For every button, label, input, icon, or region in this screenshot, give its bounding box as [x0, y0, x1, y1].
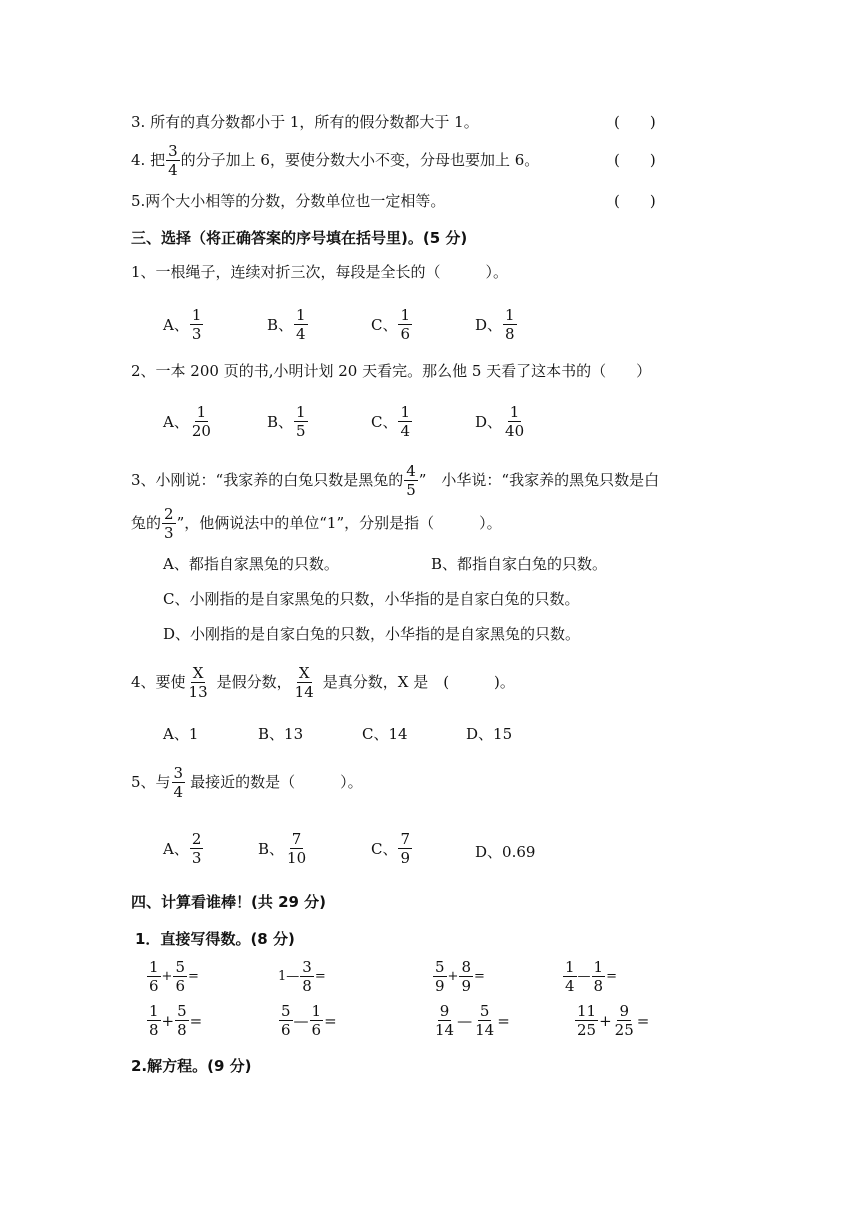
calc-e2[interactable]: 1 — $\frac{3}{8}$ = — [278, 958, 326, 995]
calc-e4[interactable]: $\frac{1}{4}$ — $\frac{1}{8}$ = — [565, 958, 617, 995]
section4-sub1: 1．直接写得数。(8 分) — [135, 930, 295, 948]
calc-e7[interactable]: $\frac{9}{14}$ — $\frac{5}{14}$ = — [435, 1002, 510, 1039]
q5-option-c[interactable]: C、 $\frac{7}{9}$ — [371, 830, 411, 867]
q5-option-b[interactable]: B、 $\frac{7}{10}$ — [258, 830, 307, 867]
q2-option-d[interactable]: D、 $\frac{1}{40}$ — [475, 403, 525, 440]
q3-option-d[interactable]: D、小刚指的是自家白兔的只数，小华指的是自家黑兔的只数。 — [163, 625, 581, 643]
judge-q4: 4. 把 $\frac{3}{4}$ 的分子加上 6，要使分数大小不变，分母也要加上 6。 — [131, 141, 540, 179]
choice-q3-line1: 3、小刚说：“我家养的白兔只数是黑兔的 $\frac{4}{5}$ ” 小华说：“我家养的黑兔只数是白 — [131, 461, 660, 499]
choice-q3-line2: 兔的 $\frac{2}{3}$ ”，他俩说法中的单位“1”，分别是指（ ）。 — [131, 504, 502, 542]
choice-q1: 1、一根绳子，连续对折三次，每段是全长的（ ）。 — [131, 263, 509, 281]
calc-e5[interactable]: $\frac{1}{8}$ + $\frac{5}{8}$ = — [149, 1002, 203, 1039]
section3-title: 三、选择（将正确答案的序号填在括号里)。(5 分) — [131, 229, 468, 247]
calc-e1[interactable]: $\frac{1}{6}$ + $\frac{5}{6}$ = — [149, 958, 199, 995]
calc-e6[interactable]: $\frac{5}{6}$ — $\frac{1}{6}$ = — [281, 1002, 337, 1039]
choice-q2: 2、一本 200 页的书,小明计划 20 天看完。那么他 5 天看了这本书的（ ） — [131, 362, 652, 380]
q5-option-a[interactable]: A、 $\frac{2}{3}$ — [163, 830, 202, 867]
section4-sub2: 2.解方程。(9 分) — [131, 1057, 252, 1075]
calc-e8[interactable]: $\frac{11}{25}$ + $\frac{9}{25}$ = — [577, 1002, 650, 1039]
q3-option-c[interactable]: C、小刚指的是自家黑兔的只数，小华指的是自家白兔的只数。 — [163, 590, 580, 608]
fraction: $\frac{3}{4}$ — [168, 141, 178, 179]
q1-option-b[interactable]: B、 $\frac{1}{4}$ — [267, 306, 306, 343]
judge-q5: 5.两个大小相等的分数，分数单位也一定相等。 — [131, 192, 446, 210]
q5-option-d[interactable]: D、0.69 — [475, 843, 536, 861]
q1-option-c[interactable]: C、 $\frac{1}{6}$ — [371, 306, 411, 343]
q4-option-c[interactable]: C、14 — [362, 725, 408, 743]
judge-q3: 3. 所有的真分数都小于 1，所有的假分数都大于 1。 — [131, 113, 479, 131]
choice-q5: 5、与 $\frac{3}{4}$ 最接近的数是（ ）。 — [131, 763, 363, 801]
q2-option-b[interactable]: B、 $\frac{1}{5}$ — [267, 403, 306, 440]
q4-option-a[interactable]: A、1 — [163, 725, 199, 743]
answer-paren-q5[interactable]: ( ) — [614, 192, 656, 210]
calc-e3[interactable]: $\frac{5}{9}$ + $\frac{8}{9}$ = — [435, 958, 485, 995]
q1-option-d[interactable]: D、 $\frac{1}{8}$ — [475, 306, 515, 343]
q4-option-d[interactable]: D、15 — [466, 725, 513, 743]
q3-option-b[interactable]: B、都指自家白兔的只数。 — [431, 555, 608, 573]
q4-option-b[interactable]: B、13 — [258, 725, 304, 743]
answer-paren-q3[interactable]: ( ) — [614, 113, 656, 131]
section4-title: 四、计算看谁棒！(共 29 分) — [131, 893, 327, 911]
answer-paren-q4[interactable]: ( ) — [614, 151, 656, 169]
choice-q4: 4、要使 $\frac{X}{13}$ 是假分数， $\frac{X}{14}$ 是真分数，X 是 ( )。 — [131, 663, 515, 701]
q2-option-c[interactable]: C、 $\frac{1}{4}$ — [371, 403, 411, 440]
q3-option-a[interactable]: A、都指自家黑兔的只数。 — [163, 555, 339, 573]
q2-option-a[interactable]: A、 $\frac{1}{20}$ — [163, 403, 211, 440]
q1-option-a[interactable]: A、 $\frac{1}{3}$ — [163, 306, 202, 343]
